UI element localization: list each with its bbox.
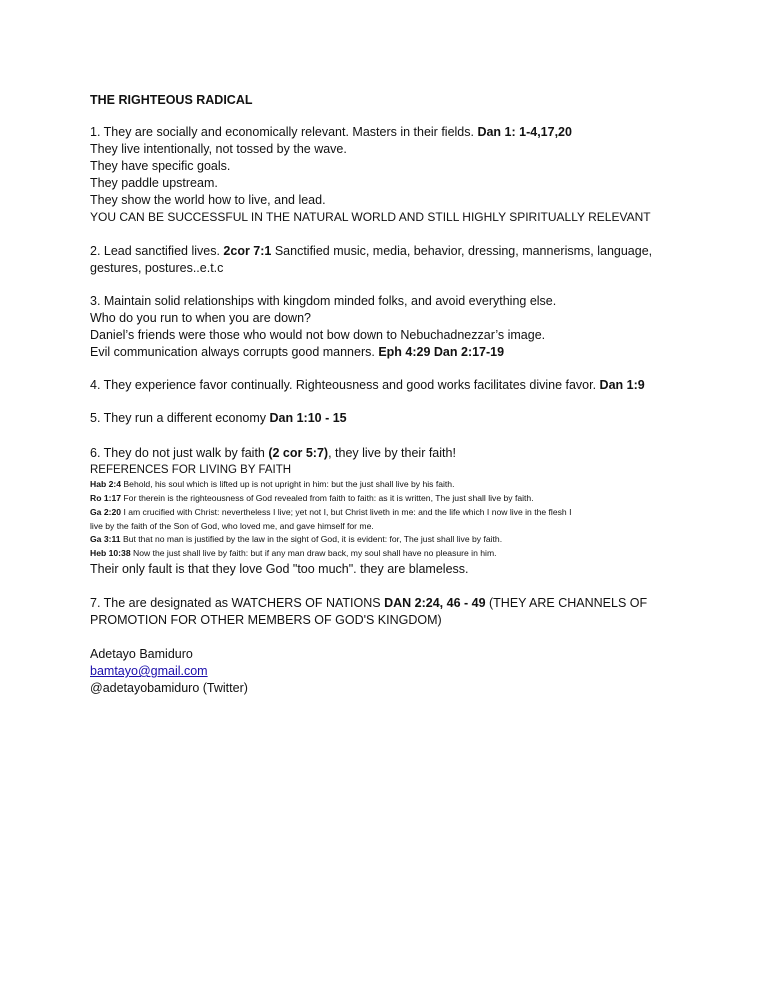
reference-line <box>90 520 374 532</box>
point-1-line: They have specific goals. <box>90 159 231 173</box>
point-5 <box>90 410 347 426</box>
point-7-line: PROMOTION FOR OTHER MEMBERS OF GOD'S KINGDOM) <box>90 613 442 627</box>
reference-ref: Heb 10:38 <box>90 548 131 558</box>
point-7-rest: (THEY ARE CHANNELS OF <box>485 596 648 610</box>
point-4-text: 4. They experience favor continually. Righteousness and good works facilitates divine favor. <box>90 378 600 392</box>
point-3-line: Who do you run to when you are down? <box>90 311 311 325</box>
point-1-line: They live intentionally, not tossed by the wave. <box>90 142 347 156</box>
point-3-line <box>90 344 504 360</box>
point-5-ref: Dan 1:10 - 15 <box>269 411 347 425</box>
reference-ref: Ga 3:11 <box>90 534 121 544</box>
point-6 <box>90 445 456 461</box>
reference-ref: Ro 1:17 <box>90 493 122 503</box>
point-3-text: Evil communication always corrupts good manners. <box>90 345 379 359</box>
reference-text: For therein is the righteousness of God revealed from faith to faith: as it is written, The just shall live by faith. <box>121 493 534 503</box>
author-name: Adetayo Bamiduro <box>90 647 193 661</box>
point-3-ref: Eph 4:29 Dan 2:17-19 <box>378 345 505 359</box>
point-2-rest: Sanctified music, media, behavior, dressing, mannerisms, language, <box>271 244 653 258</box>
point-3-line: Daniel’s friends were those who would not bow down to Nebuchadnezzar’s image. <box>90 328 546 342</box>
point-7-text: 7. The are designated as WATCHERS OF NATIONS <box>90 596 385 610</box>
reference-line <box>90 533 502 545</box>
point-6-closing: Their only fault is that they love God "too much". they are blameless. <box>90 562 469 576</box>
point-2-ref: 2cor 7:1 <box>223 244 272 258</box>
point-1-ref: Dan 1: 1-4,17,20 <box>477 125 572 139</box>
point-1 <box>90 124 572 140</box>
reference-text: I am crucified with Christ: nevertheless I live; yet not I, but Christ liveth in me: and the life which I now live in the flesh I <box>121 507 572 517</box>
reference-text: live by the faith of the Son of God, who loved me, and gave himself for me. <box>90 521 374 531</box>
reference-text: But that no man is justified by the law in the sight of God, it is evident: for, The just shall live by faith. <box>120 534 503 544</box>
document-title: THE RIGHTEOUS RADICAL <box>90 93 253 107</box>
author-twitter: @adetayobamiduro (Twitter) <box>90 681 248 695</box>
reference-ref: Ga 2:20 <box>90 507 122 517</box>
point-2 <box>90 243 652 259</box>
point-7-ref: DAN 2:24, 46 - 49 <box>384 596 486 610</box>
references-heading: REFERENCES FOR LIVING BY FAITH <box>90 464 292 476</box>
author-email-link[interactable]: bamtayo@gmail.com <box>90 664 208 678</box>
point-2-text: 2. Lead sanctified lives. <box>90 244 224 258</box>
point-6-rest: , they live by their faith! <box>328 446 456 460</box>
reference-line <box>90 492 534 504</box>
point-1-emphasis: YOU CAN BE SUCCESSFUL IN THE NATURAL WORLD AND STILL HIGHLY SPIRITUALLY RELEVANT <box>90 210 651 224</box>
reference-ref: Hab 2:4 <box>90 479 122 489</box>
point-5-text: 5. They run a different economy <box>90 411 270 425</box>
reference-text: Now the just shall live by faith: but if any man draw back, my soul shall have no pleasure in him. <box>130 548 497 558</box>
point-7 <box>90 595 647 611</box>
reference-line <box>90 547 497 559</box>
point-3: 3. Maintain solid relationships with kingdom minded folks, and avoid everything else. <box>90 294 557 308</box>
point-1-text: 1. They are socially and economically relevant. Masters in their fields. <box>90 125 478 139</box>
point-6-ref: (2 cor 5:7) <box>268 446 329 460</box>
point-6-text: 6. They do not just walk by faith <box>90 446 269 460</box>
point-4-ref: Dan 1:9 <box>599 378 645 392</box>
reference-line <box>90 478 454 490</box>
reference-line <box>90 506 571 518</box>
point-1-line: They show the world how to live, and lead. <box>90 193 326 207</box>
point-2-line: gestures, postures..e.t.c <box>90 261 224 275</box>
point-1-line: They paddle upstream. <box>90 176 218 190</box>
point-4 <box>90 377 645 393</box>
reference-text: Behold, his soul which is lifted up is not upright in him: but the just shall live by his faith. <box>121 479 455 489</box>
